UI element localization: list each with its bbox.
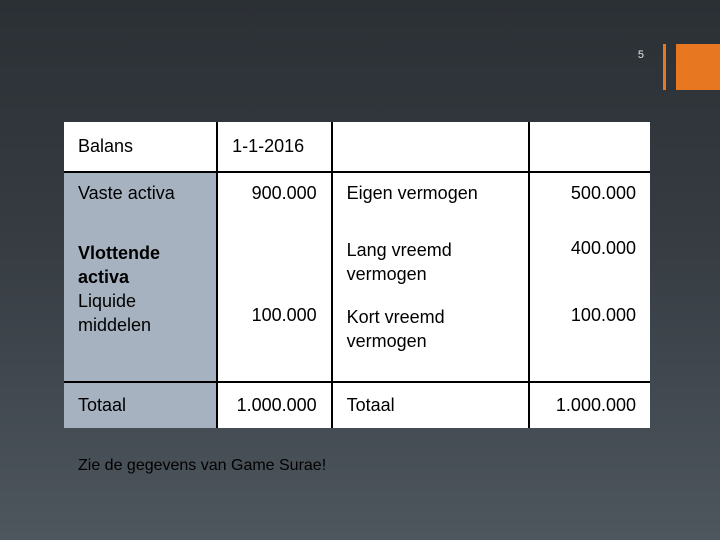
kort-vreemd-vermogen-label [332,305,530,382]
kort-vreemd-line: vermogen [346,331,427,352]
accent-square [676,44,720,90]
balance-table [64,122,650,428]
slide-number: 5 [637,49,644,61]
header-empty-cell [332,122,530,172]
header-empty-cell [529,122,650,172]
lang-vreemd-vermogen-value: 400.000 [570,238,636,259]
accent-bar [663,44,666,90]
lang-vreemd-line: vermogen [346,264,427,285]
liquide-middelen-value: 100.000 [217,305,332,382]
empty-cell [217,231,332,305]
vaste-activa-value: 900.000 [217,172,332,231]
kort-vreemd-vermogen-value: 100.000 [570,305,636,326]
totaal-right-label: Totaal [332,382,530,428]
footer-note: Zie de gegevens van Game Surae! [78,457,327,474]
vlottende-activa-label: Vlottende [78,243,161,264]
eigen-vermogen-label: Eigen vermogen [332,172,530,231]
totaal-left-label: Totaal [64,382,217,428]
table-header-row [64,122,650,172]
liquide-middelen-label: middelen [78,315,152,336]
vaste-activa-label: Vaste activa [64,172,217,231]
kort-vreemd-line: Kort vreemd [346,307,445,328]
vlottende-activa-label: activa [78,267,130,288]
lang-vreemd-vermogen-label [332,231,530,305]
table-row [64,172,650,231]
header-date: 1-1-2016 [217,122,332,172]
liquide-middelen-label: Liquide [78,291,137,312]
totaal-left-value: 1.000.000 [217,382,332,428]
vlottende-activa-cell [64,231,217,381]
lang-vreemd-line: Lang vreemd [346,240,452,261]
totaal-right-value: 1.000.000 [529,382,650,428]
table-row [64,231,650,305]
eigen-vermogen-value: 500.000 [570,183,636,204]
table-total-row [64,382,650,428]
header-title: Balans [64,122,217,172]
